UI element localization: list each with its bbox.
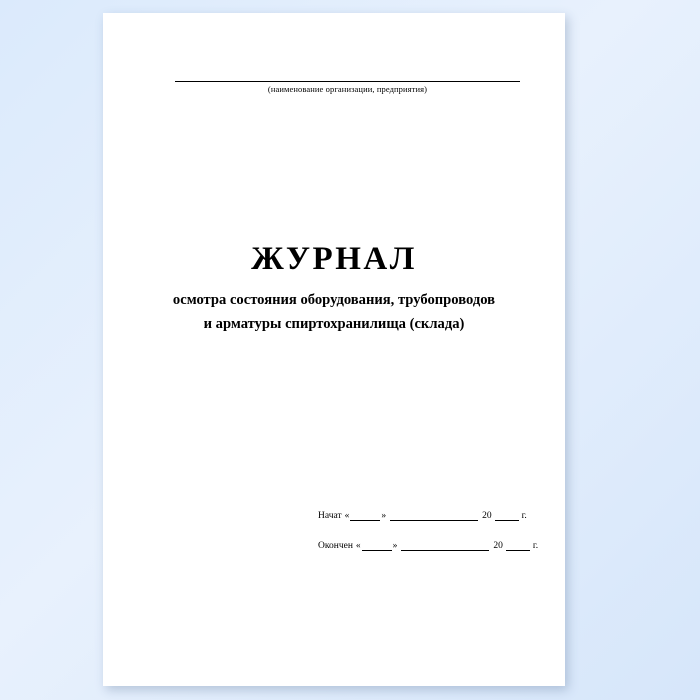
started-year-field[interactable] — [495, 511, 519, 521]
finished-open-quote: « — [355, 541, 361, 551]
finished-label: Окончен — [318, 541, 353, 551]
finished-year-prefix: 20 — [493, 541, 503, 551]
document-subtitle-line-1: осмотра состояния оборудования, трубопроводов — [172, 292, 496, 309]
finished-date-row — [318, 541, 548, 551]
started-open-quote: « — [344, 511, 350, 521]
page-title: ЖУРНАЛ — [251, 241, 417, 277]
started-label: Начат — [318, 511, 342, 521]
document-page — [103, 13, 565, 686]
started-month-field[interactable] — [390, 511, 478, 521]
finished-year-suffix: г. — [532, 541, 539, 551]
finished-close-quote: » — [392, 541, 398, 551]
finished-day-field[interactable] — [362, 541, 392, 551]
document-title-block — [125, 241, 543, 337]
organization-name-caption: (наименование организации, предприятия) — [267, 84, 428, 94]
started-year-prefix: 20 — [482, 511, 492, 521]
started-close-quote: » — [381, 511, 387, 521]
organization-name-rule — [175, 81, 520, 82]
organization-name-field[interactable] — [175, 81, 520, 94]
document-subtitle-line-2: и арматуры спиртохранилища (склада) — [203, 315, 465, 332]
dates-block — [318, 511, 548, 571]
started-year-suffix: г. — [521, 511, 527, 521]
document-page-container — [103, 13, 565, 686]
started-day-field[interactable] — [350, 511, 380, 521]
finished-month-field[interactable] — [401, 541, 489, 551]
finished-year-field[interactable] — [506, 541, 530, 551]
started-date-row — [318, 511, 548, 521]
